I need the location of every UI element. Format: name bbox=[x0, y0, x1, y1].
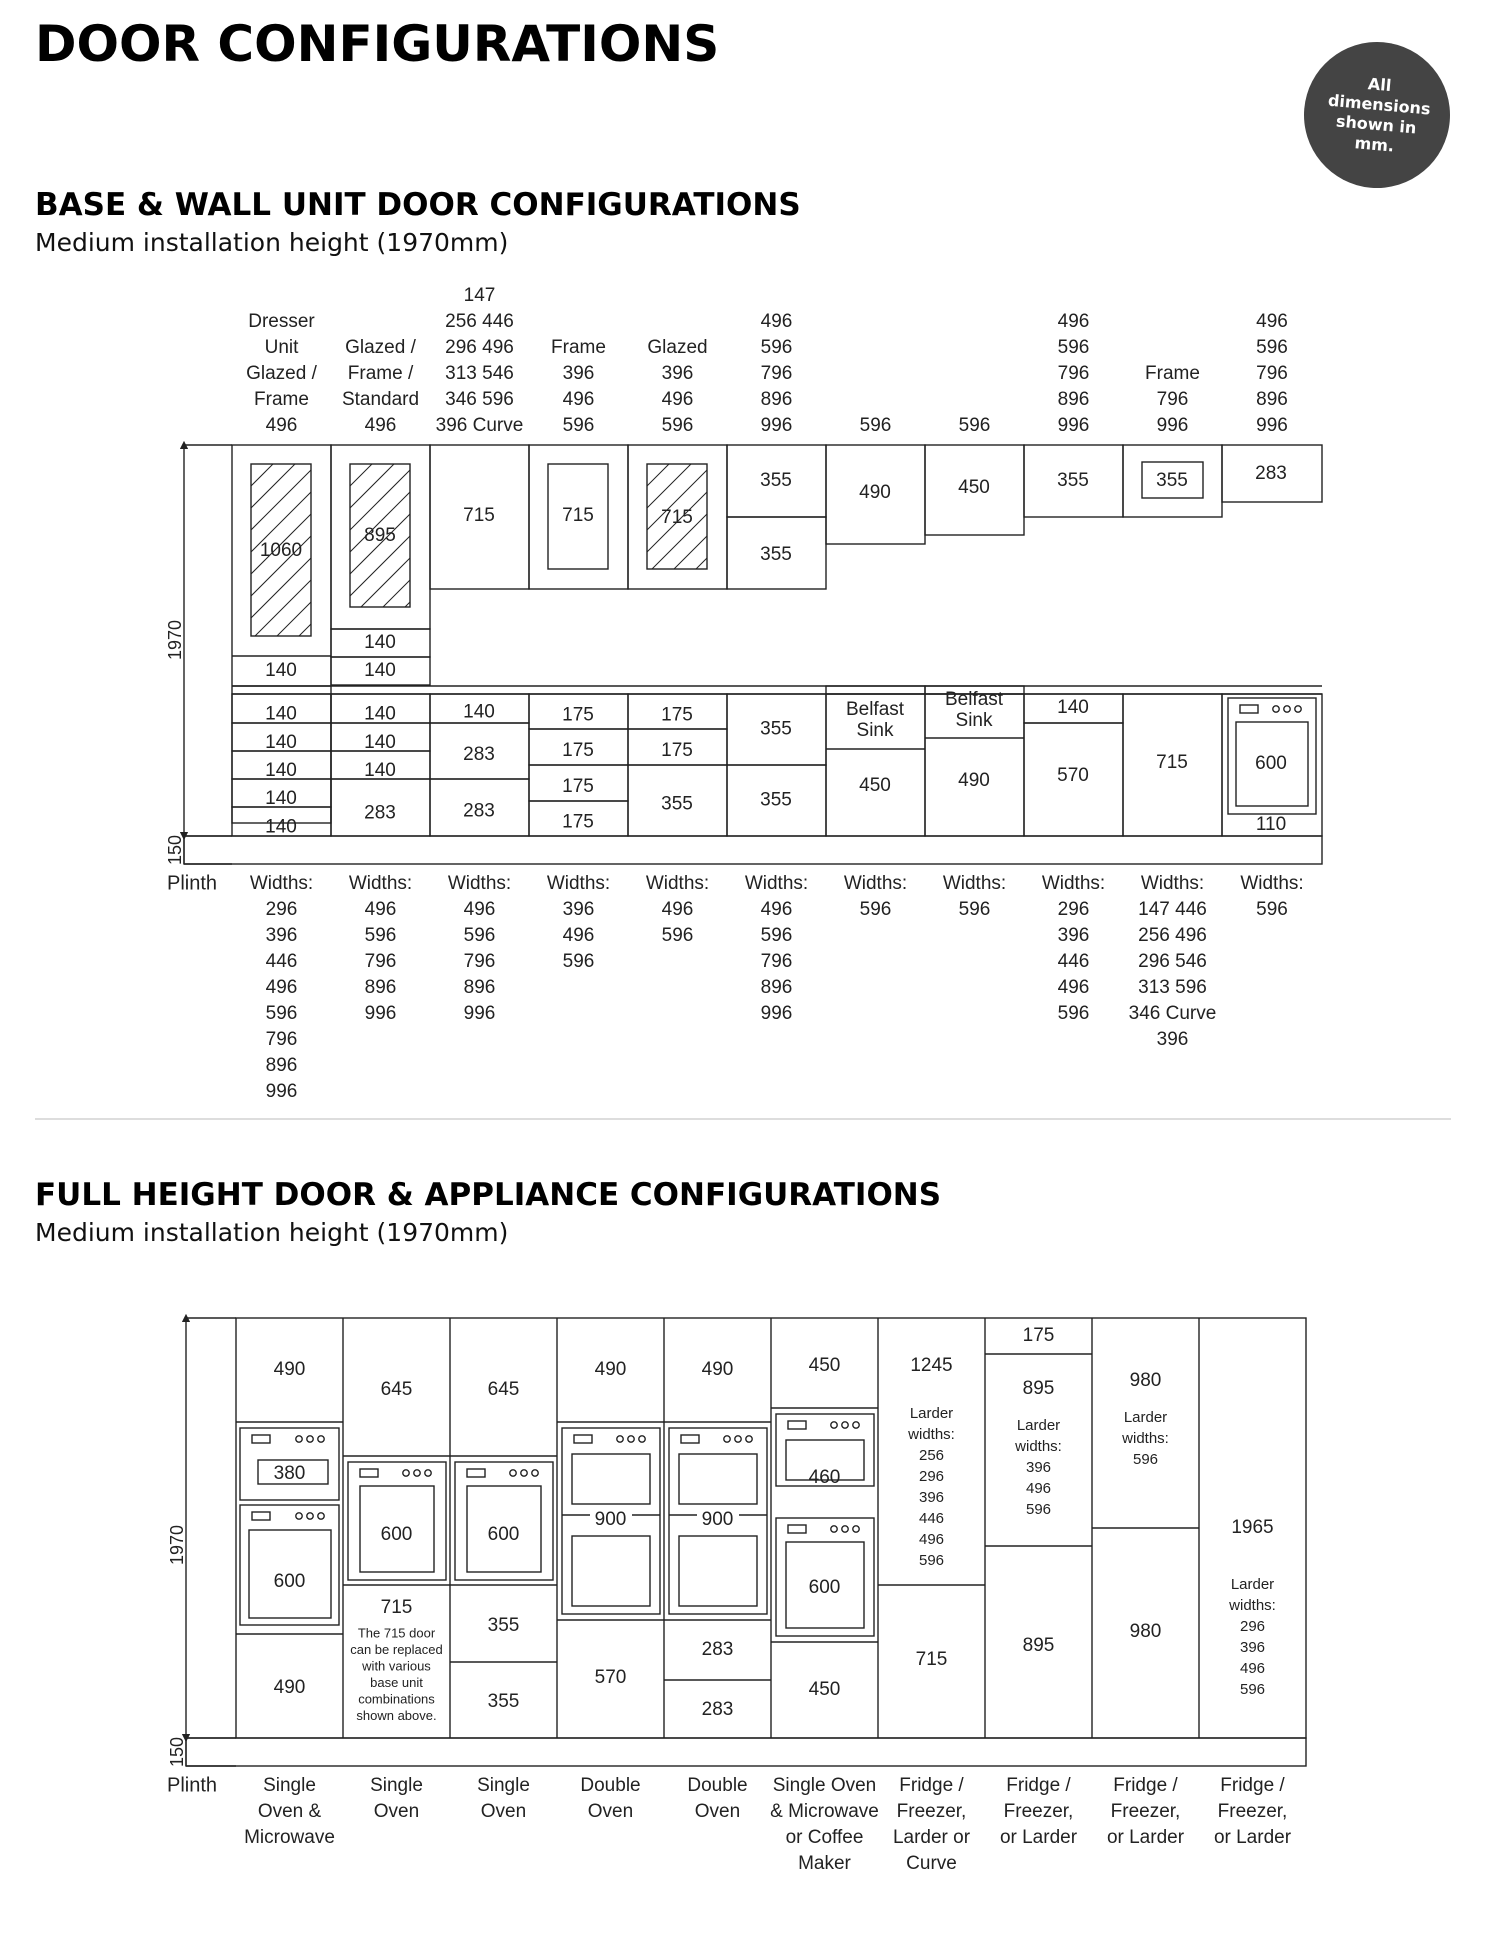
base-value: 140 bbox=[265, 760, 297, 782]
section2-title: FULL HEIGHT DOOR & APPLIANCE CONFIGURATIONS bbox=[35, 1177, 942, 1213]
hatch-line bbox=[647, 464, 691, 508]
wall-width-label: 147 bbox=[463, 285, 496, 307]
plinth bbox=[184, 836, 1322, 864]
base-value: 600 bbox=[1255, 753, 1287, 775]
wall-value: 140 bbox=[265, 660, 297, 682]
plinth-height-label: 150 bbox=[166, 1736, 187, 1768]
base-value: 140 bbox=[265, 703, 297, 725]
oven-knob bbox=[1295, 706, 1301, 712]
hatch-line bbox=[251, 558, 311, 618]
widths-label: Widths: bbox=[645, 873, 710, 895]
width-value: 596 bbox=[661, 925, 694, 947]
width-value: 596 bbox=[1057, 1003, 1090, 1025]
sink-front bbox=[826, 686, 925, 694]
tall-value: 715 bbox=[915, 1649, 948, 1671]
wall-width-label: Unit bbox=[264, 337, 299, 359]
tall-value: 645 bbox=[380, 1379, 413, 1401]
width-value: 596 bbox=[760, 925, 793, 947]
unit-caption: Single bbox=[263, 1775, 316, 1797]
wall-value: 140 bbox=[364, 660, 396, 682]
tall-value: 600 bbox=[380, 1524, 413, 1546]
unit-note: Larder bbox=[909, 1404, 954, 1422]
base-value: 140 bbox=[463, 701, 495, 723]
widths-label: Widths: bbox=[1041, 873, 1106, 895]
wall-width-label: 596 bbox=[562, 415, 595, 437]
widths-label: Widths: bbox=[249, 873, 314, 895]
wall-width-label: 496 bbox=[364, 415, 397, 437]
wall-width-label: 596 bbox=[661, 415, 694, 437]
width-value: 596 bbox=[859, 899, 892, 921]
hatch-line bbox=[405, 602, 410, 607]
sink-label: Belfast bbox=[944, 689, 1004, 711]
unit-caption: Fridge / bbox=[1220, 1775, 1285, 1797]
unit-note: Larder bbox=[1123, 1408, 1168, 1426]
tall-value: 175 bbox=[1022, 1325, 1055, 1347]
unit-note: widths: bbox=[1229, 1596, 1276, 1614]
unit-caption: Oven bbox=[480, 1801, 527, 1823]
wall-width-label: 896 bbox=[760, 389, 793, 411]
unit-caption: Oven bbox=[587, 1801, 634, 1823]
section1-title: BASE & WALL UNIT DOOR CONFIGURATIONS bbox=[35, 187, 801, 223]
oven-display bbox=[1240, 705, 1258, 713]
oven-knob bbox=[1273, 706, 1279, 712]
widths-label: Widths: bbox=[348, 873, 413, 895]
unit-caption: Oven bbox=[373, 1801, 420, 1823]
tall-value: 980 bbox=[1129, 1621, 1162, 1643]
wall-width-label: 996 bbox=[1057, 415, 1090, 437]
base-value: 283 bbox=[463, 800, 495, 822]
width-value: 496 bbox=[463, 899, 496, 921]
base-value: 140 bbox=[265, 732, 297, 754]
tall-value: 460 bbox=[808, 1467, 841, 1489]
unit-note: 296 bbox=[918, 1467, 945, 1485]
unit-caption: Freezer, bbox=[896, 1801, 967, 1823]
width-value: 796 bbox=[463, 951, 496, 973]
oven-knob bbox=[1284, 706, 1290, 712]
sink-label: Belfast bbox=[845, 699, 905, 721]
width-value: 256 496 bbox=[1138, 925, 1207, 947]
wall-value: 283 bbox=[1255, 463, 1287, 485]
wall-width-label: Frame / bbox=[347, 363, 414, 385]
wall-value: 715 bbox=[463, 505, 495, 527]
hatch-line bbox=[350, 464, 372, 486]
section1-subtitle: Medium installation height (1970mm) bbox=[35, 228, 509, 257]
wall-width-label: 496 bbox=[265, 415, 298, 437]
width-value: 296 bbox=[265, 899, 298, 921]
unit-note: The 715 door bbox=[357, 1625, 436, 1641]
width-value: 896 bbox=[265, 1055, 298, 1077]
wall-width-label: Frame bbox=[254, 389, 309, 411]
widths-label: Widths: bbox=[843, 873, 908, 895]
wall-width-label: 996 bbox=[1156, 415, 1189, 437]
unit-note: 496 bbox=[918, 1530, 945, 1548]
tall-value: 490 bbox=[273, 1677, 306, 1699]
wall-width-label: Frame bbox=[1145, 363, 1200, 385]
tall-value: 490 bbox=[273, 1359, 306, 1381]
widths-label: Widths: bbox=[1240, 873, 1304, 895]
width-value: 996 bbox=[463, 1003, 496, 1025]
unit-caption: & Microwave bbox=[770, 1801, 879, 1823]
width-value: 596 bbox=[958, 899, 991, 921]
base-value: 283 bbox=[364, 802, 396, 824]
unit-caption: Microwave bbox=[244, 1827, 335, 1849]
base-value: 490 bbox=[958, 770, 990, 792]
base-value: 175 bbox=[562, 740, 594, 762]
base-value: 140 bbox=[265, 788, 297, 810]
base-value: 355 bbox=[661, 793, 693, 815]
hatch-line bbox=[350, 470, 410, 530]
tall-value: 283 bbox=[701, 1639, 734, 1661]
width-value: 147 446 bbox=[1138, 899, 1207, 921]
hatch-line bbox=[299, 624, 311, 636]
unit-note: shown above. bbox=[356, 1707, 437, 1723]
width-value: 596 bbox=[463, 925, 496, 947]
base-value: 175 bbox=[562, 811, 594, 833]
wall-width-label: 796 bbox=[760, 363, 793, 385]
unit-note: 596 bbox=[918, 1551, 945, 1569]
tall-value: 1965 bbox=[1231, 1517, 1274, 1539]
tall-value: 900 bbox=[594, 1509, 627, 1531]
tall-value: 283 bbox=[701, 1699, 734, 1721]
unit-note: can be replaced bbox=[350, 1641, 443, 1657]
unit-caption: Fridge / bbox=[1113, 1775, 1178, 1797]
base-value: 140 bbox=[265, 816, 297, 838]
hatch-line bbox=[647, 464, 669, 486]
base-value: 355 bbox=[760, 718, 792, 740]
widths-label: Widths: bbox=[942, 873, 1007, 895]
unit-caption: Curve bbox=[906, 1853, 957, 1875]
width-value: 496 bbox=[562, 925, 595, 947]
base-value: 175 bbox=[661, 704, 693, 726]
width-value: 596 bbox=[1256, 899, 1288, 921]
tall-value: 895 bbox=[1022, 1378, 1055, 1400]
tall-value: 450 bbox=[808, 1355, 841, 1377]
unit-note: 396 bbox=[1239, 1638, 1266, 1656]
wall-value: 1060 bbox=[259, 540, 303, 562]
base-value: 140 bbox=[1057, 697, 1089, 719]
plinth-label: Plinth bbox=[166, 1774, 218, 1797]
unit-note: 596 bbox=[1025, 1500, 1052, 1518]
wall-width-label: 496 bbox=[1256, 311, 1288, 333]
width-value: 796 bbox=[364, 951, 397, 973]
wall-value: 355 bbox=[1057, 470, 1089, 492]
wall-width-label: 396 bbox=[562, 363, 595, 385]
width-value: 496 bbox=[760, 899, 793, 921]
base-value: 110 bbox=[1255, 814, 1287, 836]
widths-label: Widths: bbox=[546, 873, 611, 895]
units-badge-text: All dimensions shown in mm. bbox=[1327, 74, 1432, 156]
tall-value: 570 bbox=[594, 1667, 627, 1689]
sink-label: Sink bbox=[856, 720, 894, 742]
base-value: 175 bbox=[562, 704, 594, 726]
wall-value: 355 bbox=[1156, 470, 1188, 492]
wall-width-label: Glazed / bbox=[345, 337, 416, 359]
wall-width-label: 296 496 bbox=[445, 337, 514, 359]
unit-note: base unit bbox=[370, 1674, 423, 1690]
unit-caption: Freezer, bbox=[1003, 1801, 1074, 1823]
wall-value: 450 bbox=[958, 477, 990, 499]
width-value: 313 596 bbox=[1138, 977, 1207, 999]
unit-note: 496 bbox=[1239, 1659, 1266, 1677]
unit-caption: Double bbox=[580, 1775, 641, 1797]
unit-note: combinations bbox=[358, 1691, 435, 1707]
wall-width-label: 596 bbox=[1057, 337, 1090, 359]
wall-width-label: 256 446 bbox=[445, 311, 514, 333]
width-value: 596 bbox=[364, 925, 397, 947]
wall-value: 895 bbox=[364, 525, 396, 547]
tall-value: 980 bbox=[1129, 1370, 1162, 1392]
unit-caption: Fridge / bbox=[899, 1775, 964, 1797]
wall-width-label: Dresser bbox=[248, 311, 315, 333]
unit-note: widths: bbox=[1015, 1437, 1062, 1455]
unit-caption: or Coffee bbox=[785, 1827, 864, 1849]
plinth-label: Plinth bbox=[166, 872, 218, 895]
wall-value: 355 bbox=[760, 470, 792, 492]
wall-width-label: 796 bbox=[1256, 363, 1288, 385]
width-value: 996 bbox=[265, 1081, 298, 1103]
tall-value: 600 bbox=[273, 1571, 306, 1593]
unit-caption: Fridge / bbox=[1006, 1775, 1071, 1797]
unit-note: with various bbox=[362, 1658, 431, 1674]
width-value: 896 bbox=[760, 977, 793, 999]
base-value: 450 bbox=[859, 775, 891, 797]
base-value: 570 bbox=[1057, 765, 1089, 787]
hatch-line bbox=[251, 470, 311, 530]
tall-value: 600 bbox=[487, 1524, 520, 1546]
unit-note: 446 bbox=[918, 1509, 945, 1527]
wall-width-label: 396 bbox=[661, 363, 694, 385]
width-value: 896 bbox=[364, 977, 397, 999]
unit-caption: Freezer, bbox=[1217, 1801, 1288, 1823]
width-value: 996 bbox=[364, 1003, 397, 1025]
tall-value: 355 bbox=[487, 1615, 520, 1637]
wall-width-label: 996 bbox=[760, 415, 793, 437]
hatch-line bbox=[251, 464, 273, 486]
unit-note: 596 bbox=[1239, 1680, 1266, 1698]
wall-value: 355 bbox=[760, 544, 792, 566]
tall-value: 900 bbox=[701, 1509, 734, 1531]
width-value: 896 bbox=[463, 977, 496, 999]
hatch-line bbox=[277, 602, 311, 636]
width-value: 796 bbox=[760, 951, 793, 973]
width-value: 996 bbox=[760, 1003, 793, 1025]
hatch-line bbox=[674, 536, 707, 569]
wall-width-label: 313 546 bbox=[445, 363, 514, 385]
wall-width-label: 596 bbox=[958, 415, 991, 437]
hatch-line bbox=[383, 580, 410, 607]
unit-note: 396 bbox=[918, 1488, 945, 1506]
height-label: 1970 bbox=[166, 1524, 187, 1566]
wall-value: 490 bbox=[859, 482, 891, 504]
wall-width-label: 896 bbox=[1057, 389, 1090, 411]
width-value: 446 bbox=[265, 951, 298, 973]
sink-label: Sink bbox=[955, 710, 993, 732]
wall-width-label: 346 596 bbox=[445, 389, 514, 411]
unit-caption: or Larder bbox=[999, 1827, 1078, 1849]
hatch-line bbox=[361, 558, 410, 607]
width-value: 496 bbox=[1057, 977, 1090, 999]
hatch-line bbox=[251, 464, 295, 508]
wall-width-label: 496 bbox=[661, 389, 694, 411]
width-value: 496 bbox=[265, 977, 298, 999]
width-value: 496 bbox=[661, 899, 694, 921]
wall-width-label: Glazed / bbox=[246, 363, 317, 385]
tall-value: 600 bbox=[808, 1577, 841, 1599]
width-value: 596 bbox=[562, 951, 595, 973]
width-value: 396 bbox=[562, 899, 595, 921]
wall-value: 140 bbox=[364, 632, 396, 654]
tall-value: 380 bbox=[273, 1463, 306, 1485]
width-value: 446 bbox=[1057, 951, 1090, 973]
unit-note: Larder bbox=[1230, 1575, 1275, 1593]
section2-subtitle: Medium installation height (1970mm) bbox=[35, 1218, 509, 1247]
wall-width-label: 896 bbox=[1256, 389, 1288, 411]
base-value: 283 bbox=[463, 744, 495, 766]
wall-width-label: 496 bbox=[562, 389, 595, 411]
unit-caption: or Larder bbox=[1106, 1827, 1185, 1849]
wall-width-label: 496 bbox=[1057, 311, 1090, 333]
wall-width-label: Glazed bbox=[647, 337, 708, 359]
plinth-height-label: 150 bbox=[164, 834, 185, 866]
wall-width-label: 996 bbox=[1256, 415, 1288, 437]
base-value: 140 bbox=[364, 760, 396, 782]
tall-value: 645 bbox=[487, 1379, 520, 1401]
unit-note: 496 bbox=[1025, 1479, 1052, 1497]
width-value: 596 bbox=[265, 1003, 298, 1025]
unit-caption: Maker bbox=[798, 1853, 851, 1875]
hatch-line bbox=[255, 580, 311, 636]
unit-note: Larder bbox=[1016, 1416, 1061, 1434]
tall-value: 715 bbox=[380, 1597, 413, 1619]
width-value: 296 bbox=[1057, 899, 1090, 921]
width-value: 346 Curve bbox=[1128, 1003, 1217, 1025]
width-value: 796 bbox=[265, 1029, 298, 1051]
tall-value: 490 bbox=[594, 1359, 627, 1381]
unit-caption: or Larder bbox=[1213, 1827, 1292, 1849]
unit-caption: Oven & bbox=[257, 1801, 322, 1823]
wall-width-label: Frame bbox=[551, 337, 606, 359]
unit-note: 596 bbox=[1132, 1450, 1159, 1468]
wall-width-label: 596 bbox=[760, 337, 793, 359]
unit-caption: Freezer, bbox=[1110, 1801, 1181, 1823]
base-value: 355 bbox=[760, 789, 792, 811]
unit-note: 396 bbox=[1025, 1458, 1052, 1476]
tall-value: 355 bbox=[487, 1691, 520, 1713]
base-value: 175 bbox=[661, 740, 693, 762]
wall-width-label: 796 bbox=[1156, 389, 1189, 411]
page-title: DOOR CONFIGURATIONS bbox=[35, 15, 720, 73]
wall-width-label: 796 bbox=[1057, 363, 1090, 385]
hatch-line bbox=[350, 464, 394, 508]
width-value: 496 bbox=[364, 899, 397, 921]
unit-note: 296 bbox=[1239, 1617, 1266, 1635]
hatch-line bbox=[696, 558, 707, 569]
wall-width-label: 596 bbox=[1256, 337, 1288, 359]
width-value: 396 bbox=[265, 925, 298, 947]
wall-width-label: 396 Curve bbox=[435, 415, 524, 437]
unit-caption: Larder or bbox=[892, 1827, 971, 1849]
width-value: 396 bbox=[1057, 925, 1090, 947]
base-value: 140 bbox=[364, 732, 396, 754]
unit-caption: Double bbox=[687, 1775, 748, 1797]
widths-label: Widths: bbox=[1140, 873, 1205, 895]
tall-value: 450 bbox=[808, 1679, 841, 1701]
unit-caption: Oven bbox=[694, 1801, 741, 1823]
wall-value: 715 bbox=[562, 505, 594, 527]
unit-note: widths: bbox=[1122, 1429, 1169, 1447]
wall-value: 715 bbox=[661, 507, 693, 529]
unit-caption: Single bbox=[477, 1775, 530, 1797]
wall-width-label: 496 bbox=[760, 311, 793, 333]
unit-caption: Single Oven bbox=[772, 1775, 877, 1797]
width-value: 296 546 bbox=[1138, 951, 1207, 973]
base-value: 175 bbox=[562, 776, 594, 798]
wall-width-label: 596 bbox=[859, 415, 892, 437]
unit-caption: Single bbox=[370, 1775, 423, 1797]
wall-width-label: Standard bbox=[341, 389, 420, 411]
widths-label: Widths: bbox=[447, 873, 512, 895]
unit-note: widths: bbox=[908, 1425, 955, 1443]
base-value: 715 bbox=[1156, 752, 1188, 774]
widths-label: Widths: bbox=[744, 873, 809, 895]
width-value: 396 bbox=[1156, 1029, 1189, 1051]
tall-value: 1245 bbox=[910, 1355, 953, 1377]
base-value: 140 bbox=[364, 703, 396, 725]
tall-value: 490 bbox=[701, 1359, 734, 1381]
tall-value: 895 bbox=[1022, 1635, 1055, 1657]
height-label: 1970 bbox=[164, 619, 185, 661]
unit-note: 256 bbox=[918, 1446, 945, 1464]
